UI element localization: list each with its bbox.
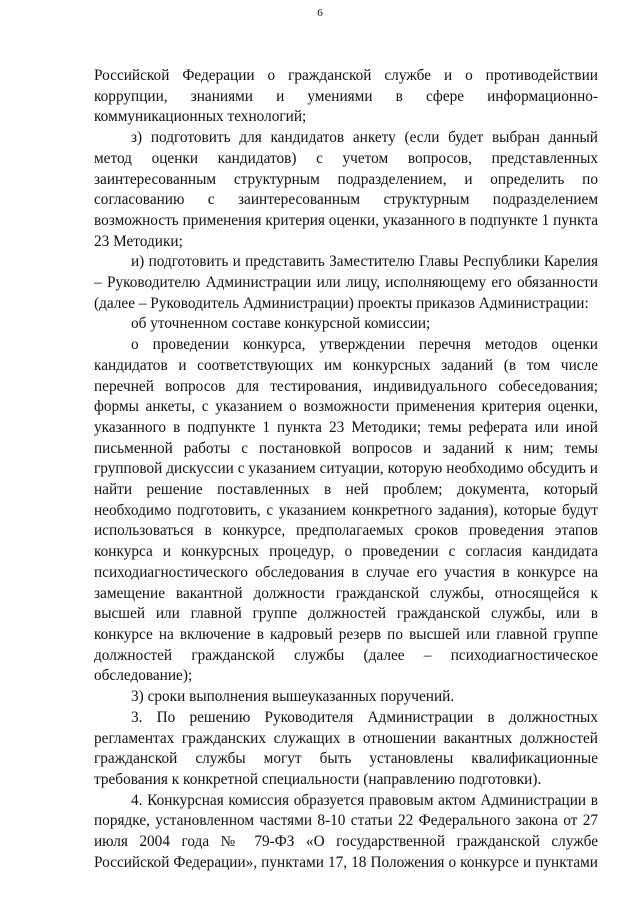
paragraph-commission-composition: об уточненном составе конкурсной комиссии; [131, 315, 431, 333]
document-body [94, 66, 598, 873]
paragraph-z: з) подготовить для кандидатов анкету (если будет выбран данный метод оценки кандидатов) с учетом вопросов, представленных заинтересованным структурным подразделением, и определить по согласованию с заинтересованным структурным подразделением возможность применения критерия оценки, указанного в подпункте 1 пункта 23 Методики; [94, 129, 598, 250]
paragraph-deadlines: 3) сроки выполнения вышеуказанных поручений. [131, 688, 455, 706]
paragraph-contest-conduct: о проведении конкурса, утверждении перечня методов оценки кандидатов и соответствующих им конкурсных заданий (в том числе перечней вопросов для тестирования, индивидуального собеседования; формы анкеты, с указанием о возможности применения критерия оценки, указанного в подпункте 1 пункта 23 Методики; темы реферата или иной письменной работы с постановкой вопросов и заданий к ним; темы групповой дискуссии с указанием ситуации, которую необходимо обсудить и найти решение поставленных в ней проблем; документа, который необходимо подготовить, с указанием конкретного задания), которые будут использоваться в конкурсе, предполагаемых сроков проведения этапов конкурса и конкурсных процедур, о проведении с согласия кандидата психодиагностического обследования в случае его участия в конкурсе на замещение вакантной должности гражданской службы, относящейся к высшей или главной группе должностей гражданской службы, или в конкурсе на включение в кадровый резерв по высшей или главной группе должностей гражданской службы (далее – психодиагностическое обследование); [94, 336, 598, 685]
paragraph-i: и) подготовить и представить Заместителю Главы Республики Карелия – Руководителю Администрации или лицу, исполняющему его обязанности (далее – Руководитель Администрации) проекты приказов Администрации: [94, 253, 598, 312]
paragraph-continuation: Российской Федерации о гражданской службе и о противодействии коррупции, знаниями и умениями в сфере информационно-коммуникационных технологий; [94, 67, 598, 126]
paragraph-3: 3. По решению Руководителя Администрации в должностных регламентах гражданских служащих в отношении вакантных должностей гражданской службы могут быть установлены квалификационные требования к конкретной специальности (направлению подготовки). [94, 708, 598, 788]
page-number: 6 [317, 7, 323, 19]
paragraph-4: 4. Конкурсная комиссия образуется правовым актом Администрации в порядке, установленном частями 8-10 статьи 22 Федерального закона от 27 июля 2004 года № 79-ФЗ «О государственной гражданской службе Российской Федерации», пунктами 17, 18 Положения о конкурсе и пунктами [94, 791, 598, 871]
